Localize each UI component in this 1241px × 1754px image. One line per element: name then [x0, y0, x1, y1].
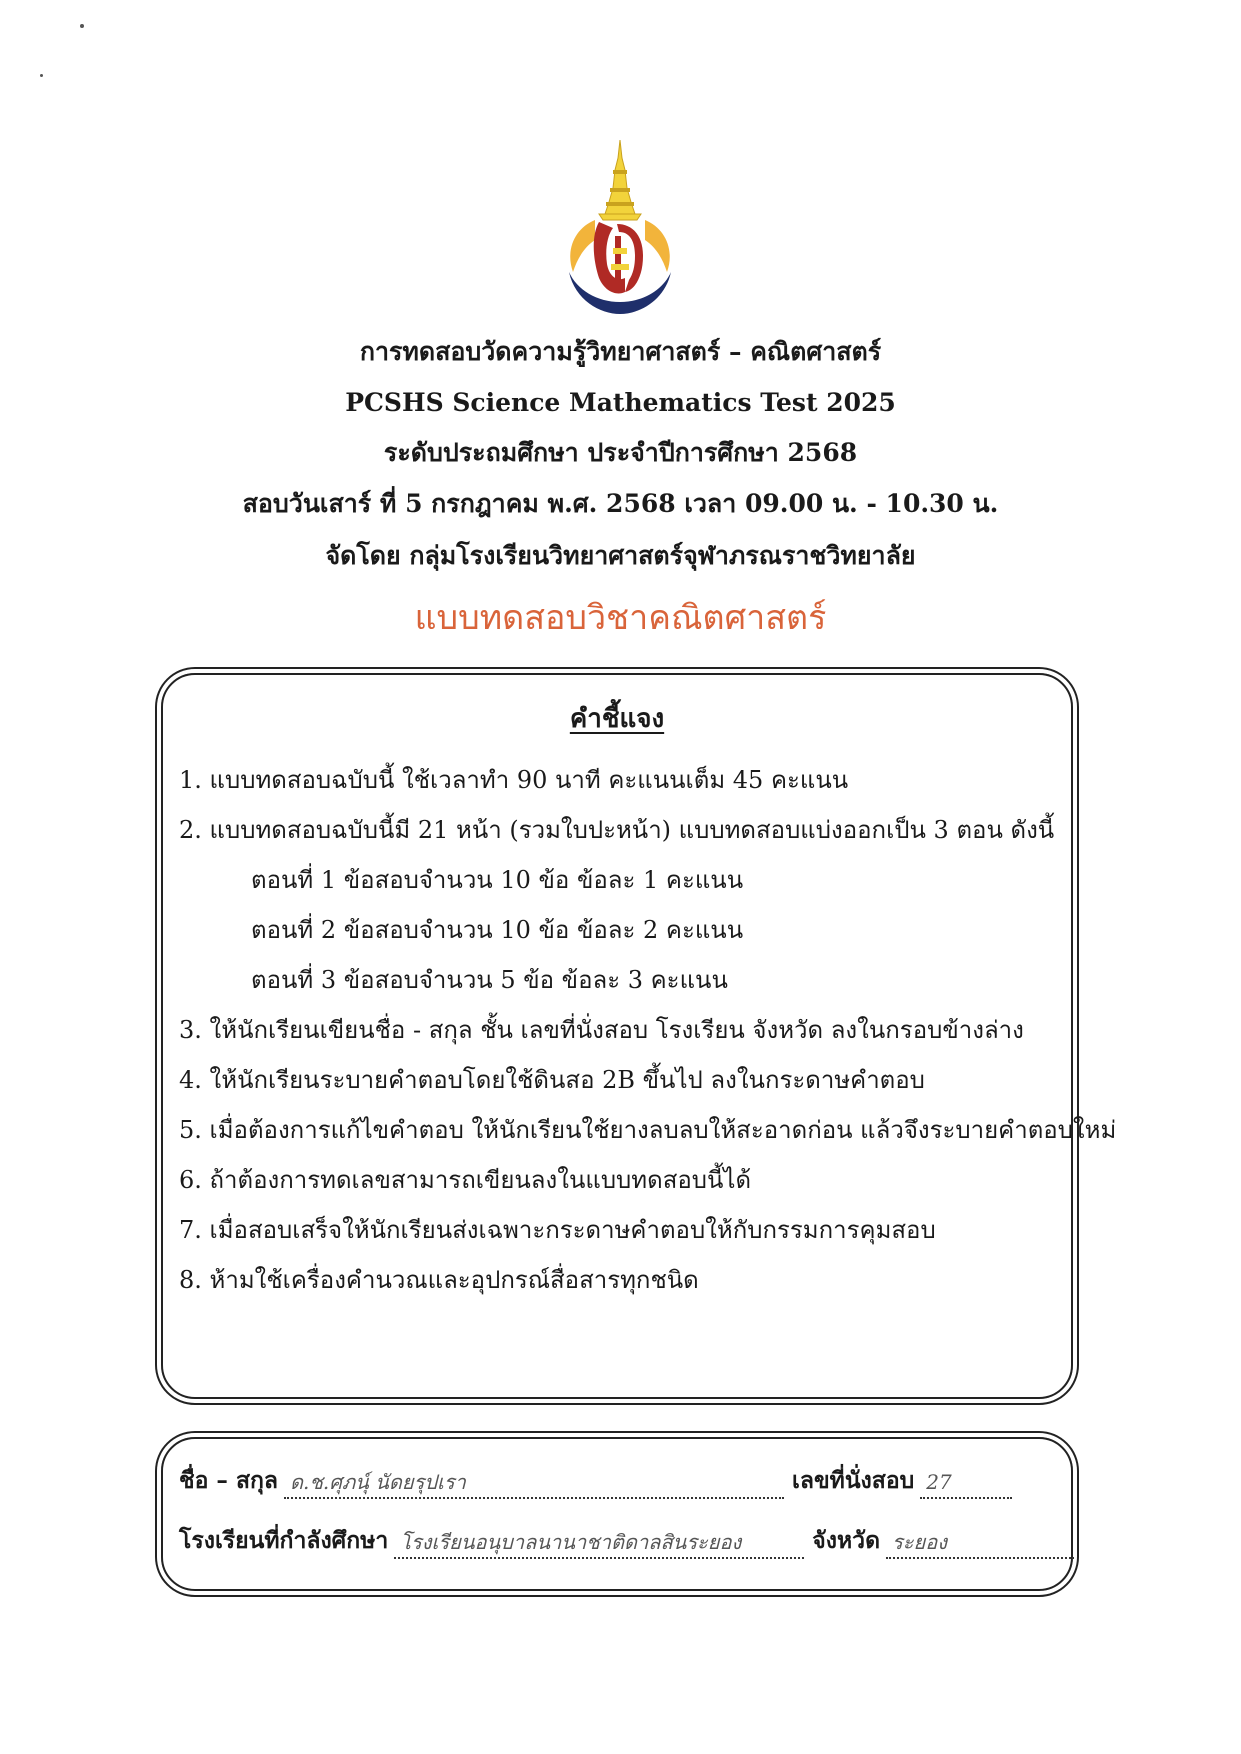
- instruction-item: 7. เมื่อสอบเสร็จให้นักเรียนส่งเฉพาะกระดาษคำตอบให้กับกรรมการคุมสอบ: [179, 1216, 936, 1244]
- province-field[interactable]: ระยอง: [886, 1529, 1074, 1559]
- instruction-subitem: ตอนที่ 1 ข้อสอบจำนวน 10 ข้อ ข้อละ 1 คะแนน: [251, 866, 744, 894]
- exam-level: ระดับประถมศึกษา ประจำปีการศึกษา 2568: [383, 438, 858, 467]
- subject-heading: แบบทดสอบวิชาคณิตศาสตร์: [414, 598, 827, 638]
- instruction-item: 3. ให้นักเรียนเขียนชื่อ - สกุล ชั้น เลขที่นั่งสอบ โรงเรียน จังหวัด ลงในกรอบข้างล่าง: [179, 1016, 1024, 1044]
- exam-title-english: PCSHS Science Mathematics Test 2025: [345, 388, 896, 417]
- scan-speck: [40, 74, 43, 77]
- school-label: โรงเรียนที่กำลังศึกษา: [179, 1527, 389, 1554]
- exam-schedule: สอบวันเสาร์ ที่ 5 กรกฎาคม พ.ศ. 2568 เวลา 09.00 น. - 10.30 น.: [242, 489, 999, 518]
- name-label: ชื่อ – สกุล: [179, 1467, 278, 1494]
- student-info-box: [161, 1437, 1073, 1591]
- instructions-title: คำชี้แจง: [569, 704, 665, 734]
- school-field[interactable]: โรงเรียนอนุบาลนานาชาติดาลสินระยอง: [394, 1529, 804, 1559]
- instruction-item: 2. แบบทดสอบฉบับนี้มี 21 หน้า (รวมใบปะหน้า) แบบทดสอบแบ่งออกเป็น 3 ตอน ดังนี้: [179, 816, 1055, 844]
- province-label: จังหวัด: [812, 1527, 881, 1554]
- school-row: [179, 1525, 1049, 1559]
- scan-speck: [80, 24, 84, 28]
- instruction-subitem: ตอนที่ 3 ข้อสอบจำนวน 5 ข้อ ข้อละ 3 คะแนน: [251, 966, 728, 994]
- exam-organizer: จัดโดย กลุ่มโรงเรียนวิทยาศาสตร์จุฬาภรณราชวิทยาลัย: [325, 541, 916, 570]
- instruction-item: 8. ห้ามใช้เครื่องคำนวณและอุปกรณ์สื่อสารทุกชนิด: [179, 1266, 699, 1294]
- instructions-box: [161, 673, 1117, 1399]
- instruction-item: 5. เมื่อต้องการแก้ไขคำตอบ ให้นักเรียนใช้ยางลบลบให้สะอาดก่อน แล้วจึงระบายคำตอบใหม่: [179, 1116, 1117, 1144]
- seat-number-label: เลขที่นั่งสอบ: [792, 1467, 915, 1494]
- exam-title-thai: การทดสอบวัดความรู้วิทยาศาสตร์ – คณิตศาสตร์: [359, 337, 882, 366]
- name-row: [179, 1465, 1049, 1499]
- school-emblem-logo: [555, 140, 685, 322]
- instruction-item: 1. แบบทดสอบฉบับนี้ ใช้เวลาทำ 90 นาที คะแนนเต็ม 45 คะแนน: [179, 766, 849, 794]
- instruction-item: 4. ให้นักเรียนระบายคำตอบโดยใช้ดินสอ 2B ขึ้นไป ลงในกระดาษคำตอบ: [179, 1066, 925, 1094]
- instructions-list: [179, 755, 1117, 1305]
- instruction-item: 6. ถ้าต้องการทดเลขสามารถเขียนลงในแบบทดสอบนี้ได้: [179, 1166, 752, 1194]
- seat-number-field[interactable]: 27: [920, 1469, 1012, 1499]
- instruction-subitem: ตอนที่ 2 ข้อสอบจำนวน 10 ข้อ ข้อละ 2 คะแนน: [251, 916, 744, 944]
- name-field[interactable]: ด.ช.ศุภนุ์ นัดยรุปเรา: [284, 1469, 784, 1499]
